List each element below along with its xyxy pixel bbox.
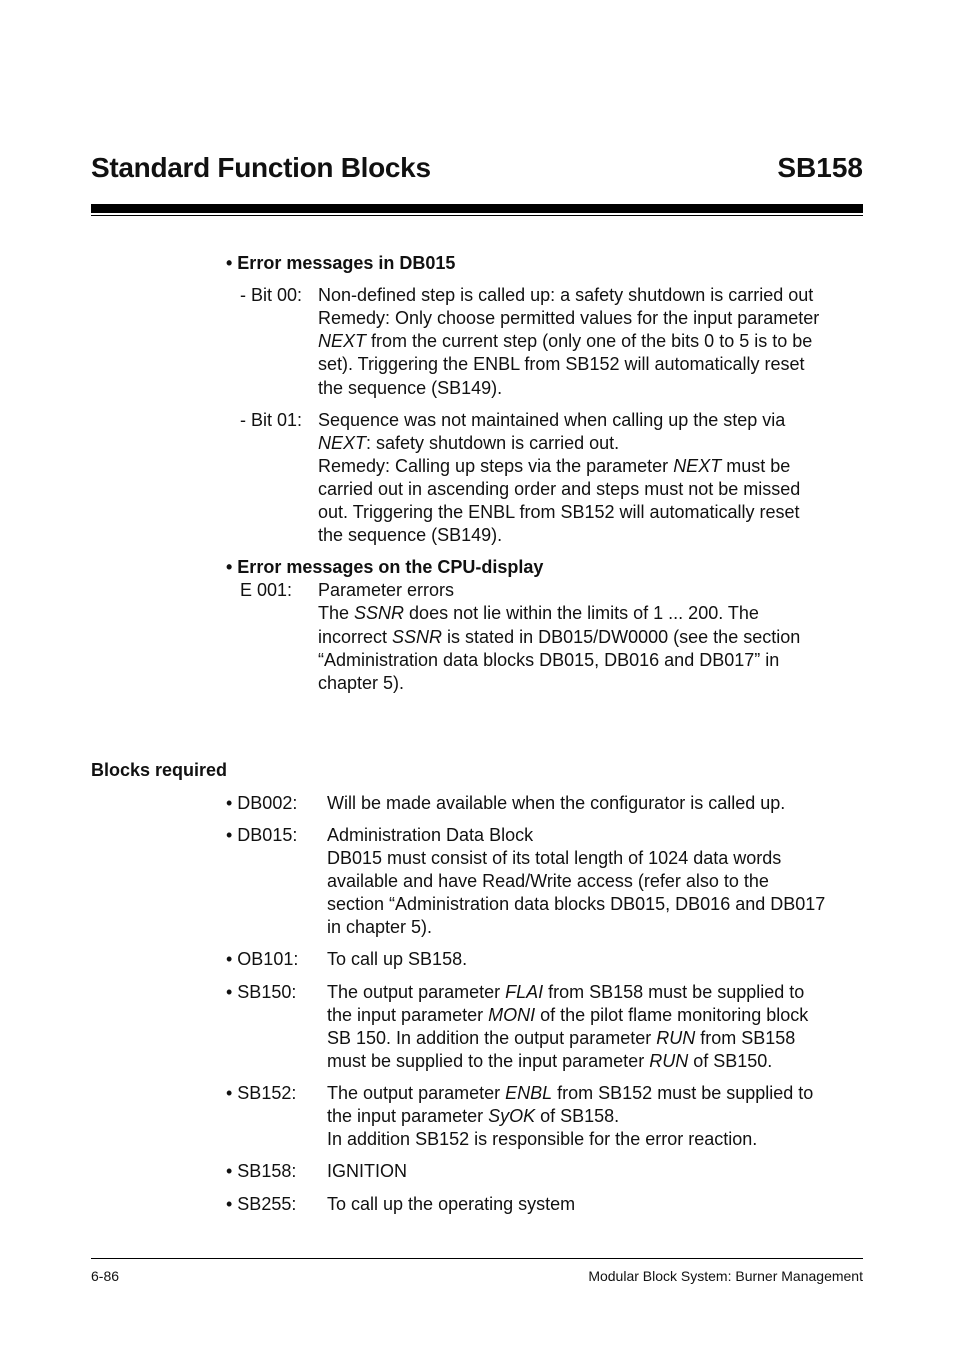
block-description: DB015 must consist of its total length of 1024 data words — [327, 848, 782, 868]
block-description: IGNITION — [327, 1161, 407, 1181]
param-flai: FLAI — [505, 982, 544, 1002]
bit01-label: - Bit 01: — [240, 410, 303, 430]
db015-errors-heading: • Error messages in DB015 — [226, 253, 456, 273]
block-description: Administration Data Block — [327, 825, 534, 845]
block-description: The output parameter ENBL from SB152 must be supplied to — [327, 1083, 814, 1103]
block-label-sb152: • SB152: — [226, 1083, 297, 1103]
param-next: NEXT — [673, 456, 722, 476]
bit01-line: Remedy: Calling up steps via the parameter NEXT must be — [318, 456, 791, 476]
param-enbl: ENBL — [505, 1083, 553, 1103]
param-run: RUN — [656, 1028, 696, 1048]
error-code: E 001: — [240, 580, 293, 600]
param-next: NEXT — [318, 433, 367, 453]
page-number: 6-86 — [91, 1268, 120, 1284]
cpu-error-line: Parameter errors — [318, 580, 455, 600]
block-description: the input parameter MONI of the pilot flame monitoring block — [327, 1005, 809, 1025]
cpu-errors-heading: • Error messages on the CPU-display — [226, 557, 544, 577]
page-title: Standard Function Blocks — [91, 152, 431, 183]
param-moni: MONI — [488, 1005, 536, 1025]
block-label-sb255: • SB255: — [226, 1194, 297, 1214]
bit00-line: Non-defined step is called up: a safety shutdown is carried out — [318, 285, 814, 305]
bit01-line: NEXT: safety shutdown is carried out. — [318, 433, 620, 453]
block-description: Will be made available when the configurator is called up. — [327, 793, 786, 813]
cpu-error-line: chapter 5). — [318, 673, 405, 693]
block-description: available and have Read/Write access (refer also to the — [327, 871, 769, 891]
bit01-line: the sequence (SB149). — [318, 525, 503, 545]
block-description: in chapter 5). — [327, 917, 433, 937]
block-label-db002: • DB002: — [226, 793, 298, 813]
block-description: must be supplied to the input parameter RUN of SB150. — [327, 1051, 773, 1071]
block-description: In addition SB152 is responsible for the error reaction. — [327, 1129, 758, 1149]
block-label-sb150: • SB150: — [226, 982, 297, 1002]
bit00-label: - Bit 00: — [240, 285, 303, 305]
param-syok: SyOK — [488, 1106, 536, 1126]
header-rule-thick — [91, 204, 863, 213]
blocks-required-heading: Blocks required — [91, 760, 228, 780]
header-rule-thin — [91, 215, 863, 216]
bit00-line: NEXT from the current step (only one of the bits 0 to 5 is to be — [318, 331, 813, 351]
bit00-line: set). Triggering the ENBL from SB152 will automatically reset — [318, 354, 805, 374]
bit01-line: carried out in ascending order and steps must not be missed — [318, 479, 801, 499]
block-label-ob101: • OB101: — [226, 949, 299, 969]
param-run: RUN — [649, 1051, 689, 1071]
bit01-line: out. Triggering the ENBL from SB152 will automatically reset — [318, 502, 800, 522]
bit00-line: the sequence (SB149). — [318, 378, 503, 398]
block-description: The output parameter FLAI from SB158 must be supplied to — [327, 982, 805, 1002]
cpu-error-line: The SSNR does not lie within the limits of 1 ... 200. The — [318, 603, 759, 623]
block-description: To call up the operating system — [327, 1194, 576, 1214]
block-description: To call up SB158. — [327, 949, 468, 969]
block-description: the input parameter SyOK of SB158. — [327, 1106, 620, 1126]
block-description: section “Administration data blocks DB015, DB016 and DB017 — [327, 894, 826, 914]
param-ssnr: SSNR — [354, 603, 405, 623]
block-label-db015: • DB015: — [226, 825, 298, 845]
block-description: SB 150. In addition the output parameter RUN from SB158 — [327, 1028, 796, 1048]
block-code: SB158 — [777, 152, 863, 183]
document-title: Modular Block System: Burner Management — [588, 1268, 863, 1284]
cpu-error-line: incorrect SSNR is stated in DB015/DW0000 (see the section — [318, 627, 801, 647]
param-ssnr: SSNR — [392, 627, 443, 647]
cpu-error-line: “Administration data blocks DB015, DB016 and DB017” in — [318, 650, 780, 670]
bit01-line: Sequence was not maintained when calling up the step via — [318, 410, 786, 430]
footer-rule — [91, 1258, 863, 1259]
bit00-line: Remedy: Only choose permitted values for the input parameter — [318, 308, 820, 328]
block-label-sb158: • SB158: — [226, 1161, 297, 1181]
param-next: NEXT — [318, 331, 367, 351]
